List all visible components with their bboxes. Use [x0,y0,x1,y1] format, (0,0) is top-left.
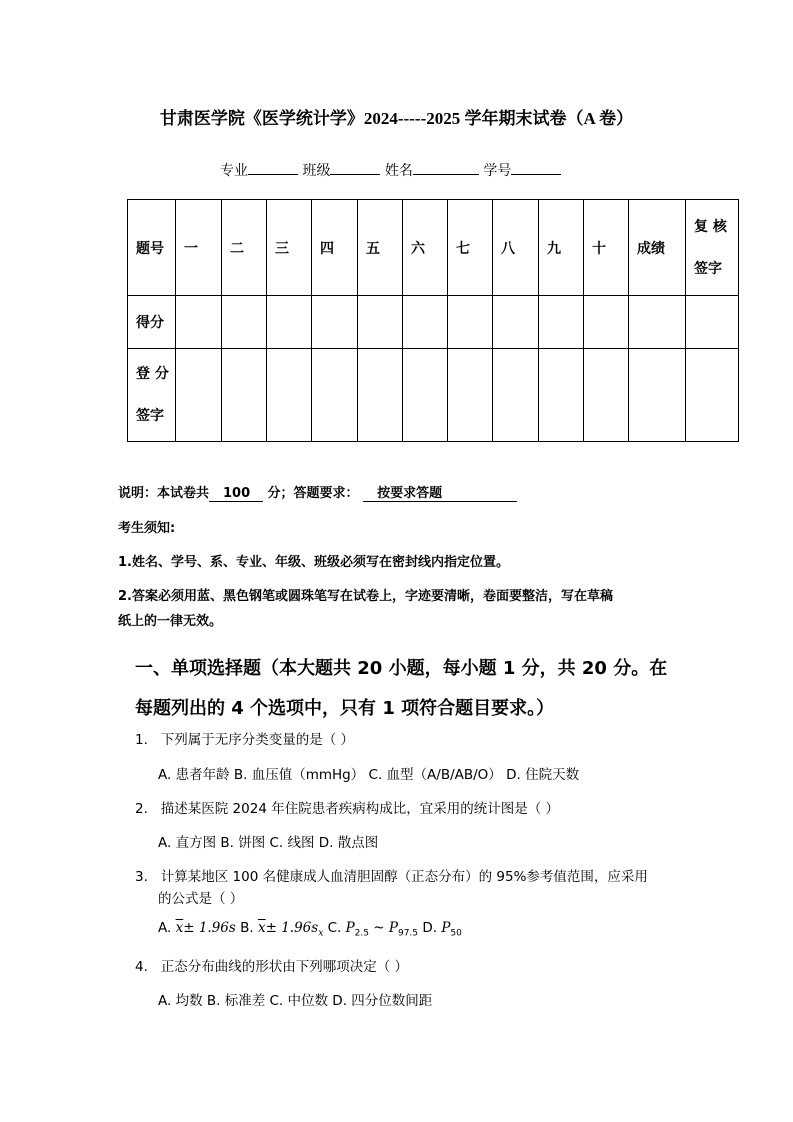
sign-cell[interactable] [629,349,686,442]
major-label: 专业 [220,163,248,179]
question-4-options: A. 均数 B. 标准差 C. 中位数 D. 四分位数间距 [158,993,433,1009]
sign-cell[interactable] [448,349,493,442]
sign-cell[interactable] [403,349,448,442]
score-cell[interactable] [267,296,312,349]
review-label: 复 核 [694,218,727,235]
header-cell: 七 [448,200,493,296]
major-field[interactable] [248,160,298,175]
score-cell[interactable] [403,296,448,349]
student-info-line [220,160,561,180]
score-cell[interactable] [358,296,403,349]
grader-sign-label [128,349,176,442]
name-field[interactable] [413,160,479,175]
score-table [127,199,739,442]
header-cell: 四 [312,200,358,296]
sign-cell[interactable] [176,349,222,442]
percentile-p: P [345,920,355,936]
question-number: 1. [135,732,148,748]
percentile-p: ~ P [369,920,398,936]
subscript: 97.5 [397,928,419,939]
question-2 [135,797,559,817]
question-number: 4. [135,959,148,975]
sign-cell[interactable] [493,349,539,442]
sign-cell[interactable] [222,349,267,442]
header-cell: 八 [493,200,539,296]
question-3 [135,865,648,885]
header-cell: 三 [267,200,312,296]
question-1 [135,728,354,748]
header-cell: 五 [358,200,403,296]
subscript: 50 [450,928,462,939]
question-3-options [158,920,462,939]
student-id-field[interactable] [511,160,561,175]
notice-title: 考生须知: [118,521,176,536]
question-text: 正态分布曲线的形状由下列哪项决定（ ） [160,959,409,975]
header-cell: 六 [403,200,448,296]
sign-label: 签字 [136,408,164,424]
subscript: x [318,928,324,939]
sign-cell[interactable] [358,349,403,442]
header-cell: 成绩 [629,200,686,296]
header-cell: 题号 [128,200,176,296]
header-cell: 一 [176,200,222,296]
x-bar: $\overline{x}$ [175,920,184,936]
notice-item-2: 2.答案必须用蓝、黑色钢笔或圆珠笔写在试卷上，字迹要清晰，卷面要整洁，写在草稿 [118,589,613,604]
exam-description [118,482,517,502]
class-field[interactable] [330,160,380,175]
option-b-label: B. [240,920,254,936]
header-cell: 九 [539,200,584,296]
header-cell: 十 [584,200,629,296]
subscript: 2.5 [354,928,369,939]
option-c-label: C. [327,920,342,936]
x-bar: $\overline{x}$ [257,920,266,936]
sign-label: 签字 [694,260,722,277]
notice-item-1: 1.姓名、学号、系、专业、年级、班级必须写在密封线内指定位置。 [118,555,509,570]
description-prefix: 说明：本试卷共 [118,486,210,501]
question-number: 3. [135,869,148,885]
question-text: 描述某医院 2024 年住院患者疾病构成比，宜采用的统计图是（ ） [160,801,559,817]
score-cell[interactable] [312,296,358,349]
option-a-formula: ± 1.96s [183,920,236,936]
question-text: 下列属于无序分类变量的是（ ） [160,732,355,748]
class-label: 班级 [302,163,331,179]
score-cell[interactable] [686,296,739,349]
option-d-label: D. [422,920,438,936]
sign-cell[interactable] [312,349,358,442]
score-cell[interactable] [176,296,222,349]
score-cell[interactable] [539,296,584,349]
section-heading: 一、单项选择题（本大题共 20 小题，每小题 1 分，共 20 分。在 [135,658,668,679]
student-id-label: 学号 [483,163,512,179]
header-cell: 二 [222,200,267,296]
sign-cell[interactable] [686,349,739,442]
percentile-p: P [441,920,451,936]
score-cell[interactable] [222,296,267,349]
score-cell[interactable] [448,296,493,349]
sign-cell[interactable] [584,349,629,442]
grader-label: 登 分 [136,366,169,382]
question-text: 计算某地区 100 名健康成人血清胆固醇（正态分布）的 95%参考值范围，应采用 [160,869,648,885]
question-4 [135,955,408,975]
section-heading-cont: 每题列出的 4 个选项中，只有 1 项符合题目要求。） [135,698,555,719]
total-score: 100 [209,486,263,502]
option-b-formula: ± 1.96s [265,920,319,936]
question-1-options: A. 患者年龄 B. 血压值（mmHg） C. 血型（A/B/AB/O） D. 住院天数 [158,767,580,783]
score-row-label: 得分 [128,296,176,349]
notice-item-2-cont: 纸上的一律无效。 [118,614,223,629]
review-sign-header [686,200,739,296]
question-2-options: A. 直方图 B. 饼图 C. 线图 D. 散点图 [158,835,379,851]
sign-cell[interactable] [267,349,312,442]
answer-requirement: 按要求答题 [363,482,517,502]
score-cell[interactable] [493,296,539,349]
option-a-label: A. [158,920,172,936]
question-3-cont: 的公式是（ ） [158,891,244,907]
sign-cell[interactable] [539,349,584,442]
name-label: 姓名 [384,163,413,179]
description-mid: 分；答题要求： [267,486,359,501]
score-cell[interactable] [629,296,686,349]
question-number: 2. [135,801,148,817]
score-cell[interactable] [584,296,629,349]
exam-title: 甘肃医学院《医学统计学》2024-----2025 学年期末试卷（A 卷） [159,109,634,128]
